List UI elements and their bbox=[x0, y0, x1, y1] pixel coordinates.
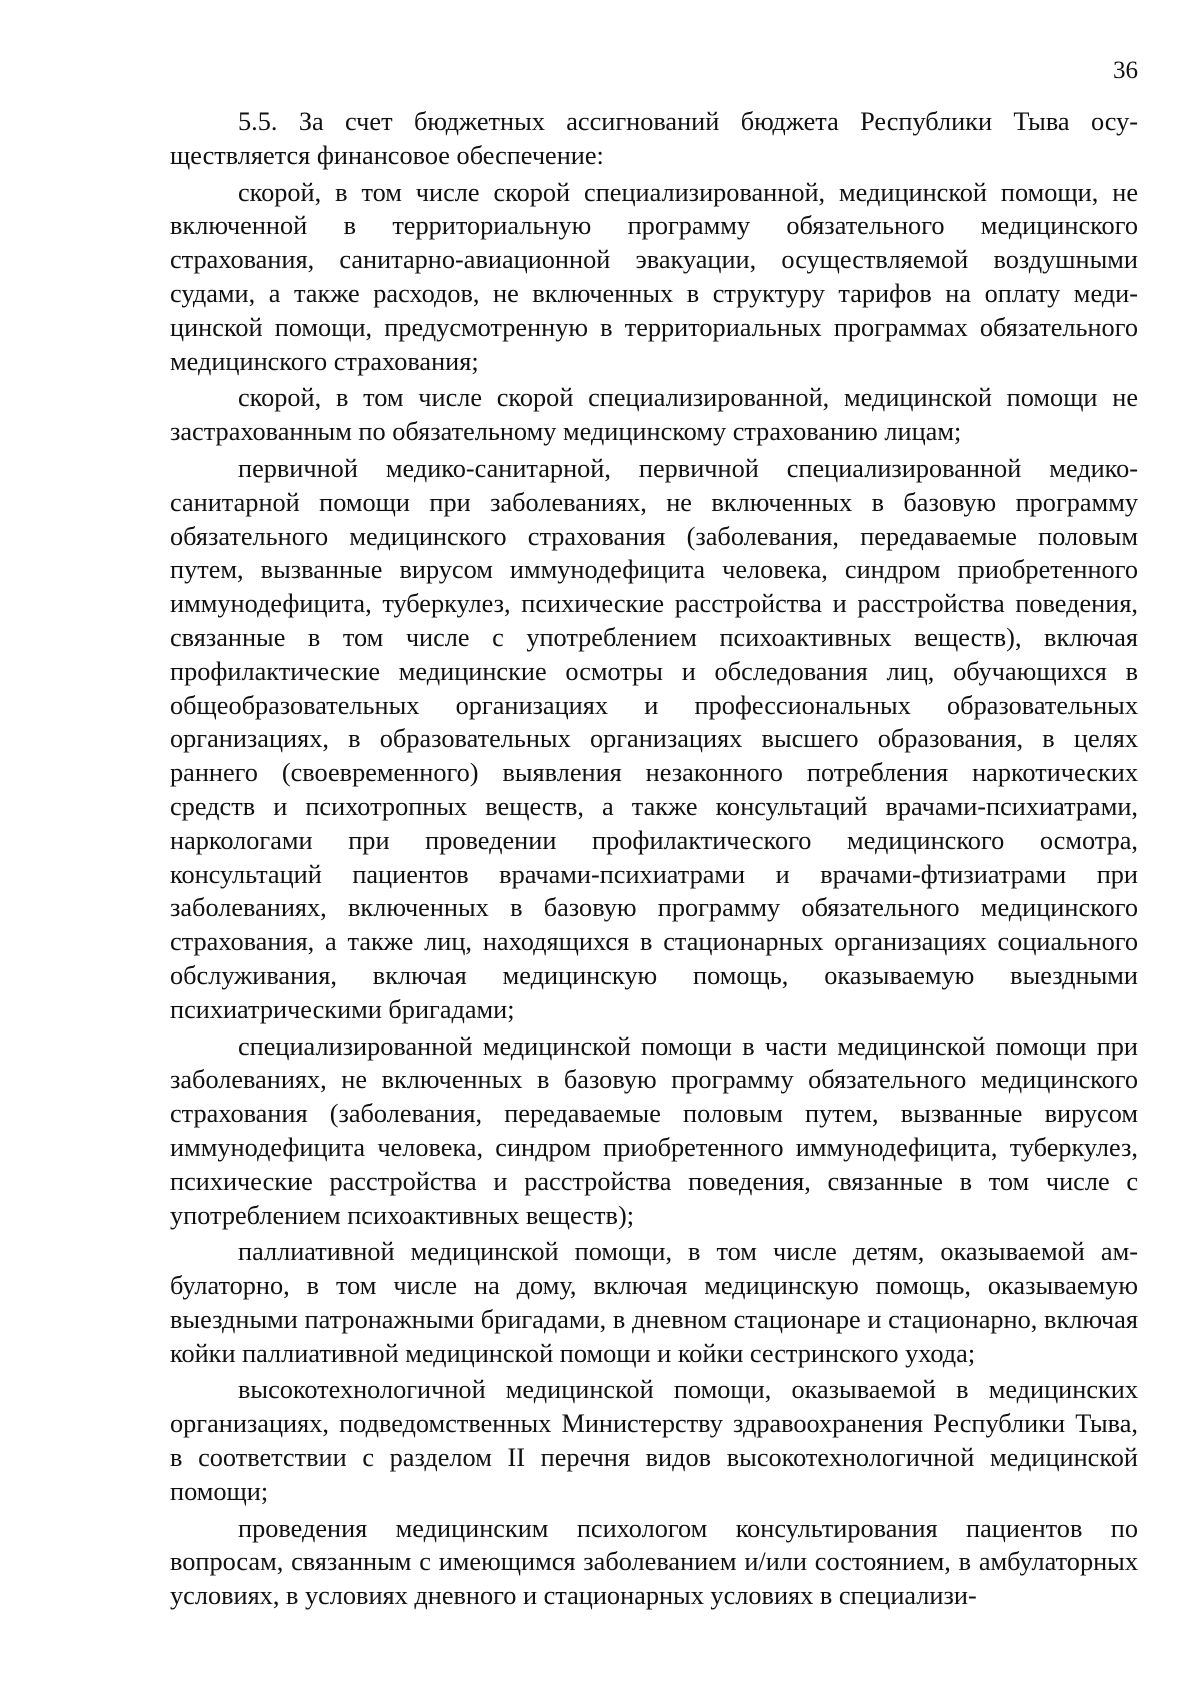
paragraph-emergency-care-not-in-oms: скорой, в том числе скорой специализированной, медицинской помощи, не включенной в территориальную программу обязательного медицинского страхования, санитарно-авиационной эвакуации, осуществляемой воздушными судами, а также расходов, не включенных в структуру тарифов на оплату медицинской помощи, предусмотренную в территориальных программах обязательного медицинского страхования; bbox=[170, 177, 1138, 376]
paragraph-primary-care: первичной медико-санитарной, первичной специализированной медико-санитарной помощи при заболеваниях, не включенных в базовую программу обязательного медицинского страхования (заболевания, передаваемые половым путем, вызванные вирусом иммунодефицита человека, синдром приобретенного иммунодефицита, туберкулез, психические расстройства и расстройства поведения, связанные в том числе с употреблением психоактивных веществ), включая профилактические медицинские осмотры и обследования лиц, обучающихся в общеобразовательных организациях и профессиональных образовательных организациях, в образовательных организациях высшего образования, в целях раннего (своевременного) выявления незаконного потребления наркотических средств и психотропных веществ, а также консультаций врачами-психиатрами, наркологами при проведении профилактического медицинского осмотра, консультаций пациентов врачами-психиатрами и врачами-фтизиатрами при заболеваниях, включенных в базовую программу обязательного медицинского страхования, а также лиц, находящихся в стационарных организациях социального обслуживания, включая медицинскую помощь, оказываемую выездными психиатрическими бригадами; bbox=[170, 453, 1138, 1024]
document-body bbox=[170, 105, 1138, 1613]
paragraph-high-tech-care: высокотехнологичной медицинской помощи, оказываемой в медицинских организациях, подведомственных Министерству здравоохранения Республики Тыва, в соответствии с разделом II перечня видов высокотехнологичной медицинской помощи; bbox=[170, 1375, 1138, 1506]
page-number: 36 bbox=[1113, 57, 1138, 84]
paragraph-5-5-intro: 5.5. За счет бюджетных ассигнований бюджета Республики Тыва осуществляется финансовое обеспечение: bbox=[170, 107, 1138, 170]
paragraph-palliative-care: паллиативной медицинской помощи, в том числе детям, оказываемой амбулаторно, в том числе на дому, включая медицинскую помощь, оказываемую выездными патронажными бригадами, в дневном стационаре и стационарно, включая койки паллиативной медицинской помощи и койки сестринского ухода; bbox=[170, 1237, 1138, 1368]
paragraph-specialized-care: специализированной медицинской помощи в части медицинской помощи при заболеваниях, не включенных в базовую программу обязательного медицинского страхования (заболевания, передаваемые половым путем, вызванные вирусом иммунодефицита человека, синдром приобретенного иммунодефицита, туберкулез, психические расстройства и расстройства поведения, связанные в том числе с употреблением психоактивных веществ); bbox=[170, 1031, 1138, 1230]
paragraph-emergency-care-uninsured: скорой, в том числе скорой специализированной, медицинской помощи не застрахованным по обязательному медицинскому страхованию лицам; bbox=[170, 383, 1138, 447]
paragraph-psychologist-consulting: проведения медицинским психологом консультирования пациентов по вопросам, связанным с имеющимся заболеванием и/или состоянием, в амбулаторных условиях, в условиях дневного и стационарных условиях в специализи- bbox=[170, 1513, 1138, 1611]
